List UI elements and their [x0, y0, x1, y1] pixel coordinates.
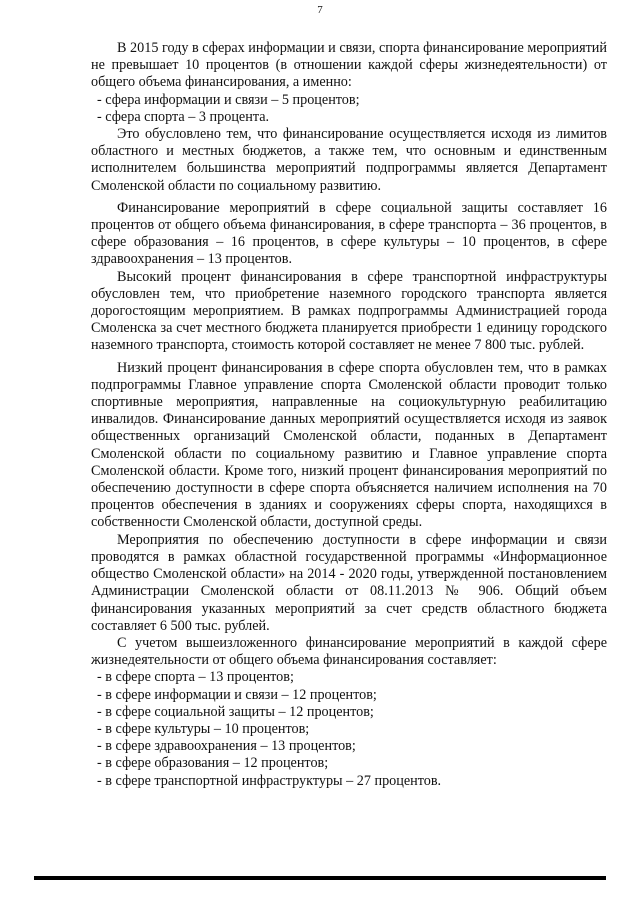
paragraph-summary: С учетом вышеизложенного финансирование мероприятий в каждой сфере жизнедеятельности от общего объема финансирования составляет: [91, 634, 607, 669]
list-item: - сфера информации и связи – 5 процентов; [97, 91, 360, 108]
list-item: - в сфере спорта – 13 процентов; [97, 669, 294, 686]
list-item: - в сфере культуры – 10 процентов; [97, 720, 310, 737]
list-item: - в сфере транспортной инфраструктуры – 27 процентов. [97, 772, 442, 789]
document-body [91, 40, 607, 790]
paragraph-information: Мероприятия по обеспечению доступности в сфере информации и связи проводятся в рамках областной государственной программы «Информационное общество Смоленской области» на 2014 - 2020 годы, утвержденной постановлением Администрации Смоленской области от 08.11.2013 № 906. Общий объем финансирования указанных мероприятий за счет средств областного бюджета составляет 6 500 тыс. рублей. [91, 531, 607, 634]
page-number: 7 [317, 4, 323, 16]
paragraph-sport: Низкий процент финансирования в сфере спорта обусловлен тем, что в рамках подпрограммы Главное управление спорта Смоленской области проводит только спортивные мероприятия, направленные на социокультурную реабилитацию инвалидов. Финансирование данных мероприятий осуществляется исходя из заявок общественных организаций Смоленской области, поданных в Департамент Смоленской области по социальному развитию и Главное управление спорта Смоленской области. Кроме того, низкий процент финансирования мероприятий по обеспечению доступности в сфере спорта объясняется наличием исполнения на 70 процентов обеспечения в зданиях и сооружениях сферы спорта, находящихся в собственности Смоленской области, доступной среды. [91, 359, 607, 531]
list-item: - в сфере образования – 12 процентов; [97, 755, 329, 772]
paragraph-social-protection: Финансирование мероприятий в сфере социальной защиты составляет 16 процентов от общего объема финансирования, в сфере транспорта – 36 процентов, в сфере образования – 16 процентов, в сфере культуры – 10 процентов, в сфере здравоохранения – 13 процентов. [91, 199, 607, 268]
list-item: - в сфере социальной защиты – 12 процентов; [97, 703, 374, 720]
list-item: - в сфере информации и связи – 12 процентов; [97, 686, 377, 703]
list-item: - сфера спорта – 3 процента. [97, 108, 270, 125]
bottom-rule [34, 876, 606, 880]
paragraph-reason: Это обусловлено тем, что финансирование осуществляется исходя из лимитов областного и местных бюджетов, а также тем, что основным и единственным исполнителем большинства мероприятий подпрограммы является Департамент Смоленской области по социальному развитию. [91, 126, 607, 194]
paragraph-transport: Высокий процент финансирования в сфере транспортной инфраструктуры обусловлен тем, что приобретение наземного городского транспорта является дорогостоящим мероприятием. В рамках подпрограммы Администрацией города Смоленска за счет местного бюджета планируется приобрести 1 единицу городского наземного транспорта, стоимость которой составляет не менее 7 800 тыс. рублей. [91, 268, 607, 354]
paragraph-intro: В 2015 году в сферах информации и связи, спорта финансирование мероприятий не превышает 10 процентов (в отношении каждой сферы жизнедеятельности) от общего объема финансирования, а именно: [91, 40, 607, 91]
list-item: - в сфере здравоохранения – 13 процентов; [97, 738, 356, 755]
